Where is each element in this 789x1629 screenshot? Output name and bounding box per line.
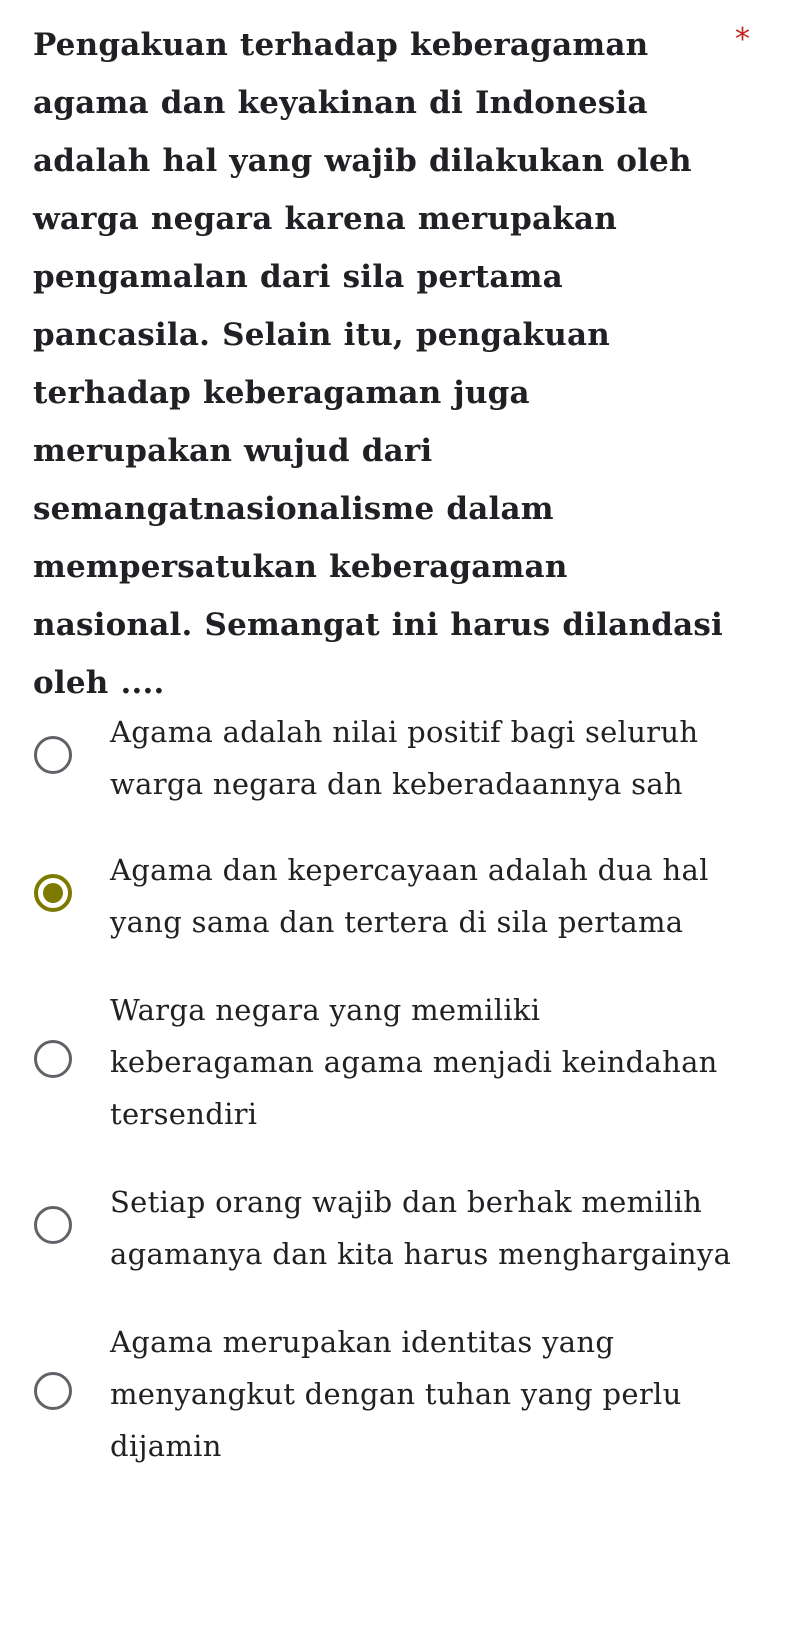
option-5[interactable] [0, 1316, 789, 1472]
radio-button-4[interactable] [34, 1206, 72, 1244]
option-2[interactable] [0, 844, 789, 948]
radio-button-2[interactable] [34, 874, 72, 912]
radio-button-3[interactable] [34, 1040, 72, 1078]
required-asterisk: * [735, 22, 750, 57]
option-3[interactable] [0, 984, 789, 1140]
option-2-label[interactable]: Agama dan kepercayaan adalah dua hal yang sama dan tertera di sila pertama [110, 853, 709, 939]
option-1[interactable] [0, 706, 789, 810]
radio-button-1[interactable] [34, 736, 72, 774]
option-5-label[interactable]: Agama merupakan identitas yang menyangkut dengan tuhan yang perlu dijamin [110, 1325, 682, 1463]
option-4[interactable] [0, 1176, 789, 1280]
option-3-label[interactable]: Warga negara yang memiliki keberagaman agama menjadi keindahan tersendiri [110, 993, 718, 1131]
option-1-label[interactable]: Agama adalah nilai positif bagi seluruh warga negara dan keberadaannya sah [110, 715, 699, 801]
radio-selected-dot [43, 883, 63, 903]
option-4-label[interactable]: Setiap orang wajib dan berhak memilih agamanya dan kita harus menghargainya [110, 1185, 732, 1271]
radio-button-5[interactable] [34, 1372, 72, 1410]
question-text: Pengakuan terhadap keberagaman agama dan keyakinan di Indonesia adalah hal yang wajib dilakukan oleh warga negara karena merupakan pengamalan dari sila pertama pancasila. Selain itu, pengakuan terhadap keberagaman juga merupakan wujud dari semangatnasionalisme dalam mempersatukan keberagaman nasional. Semangat ini harus dilandasi oleh .... [33, 27, 723, 701]
answer-options [0, 706, 789, 1472]
